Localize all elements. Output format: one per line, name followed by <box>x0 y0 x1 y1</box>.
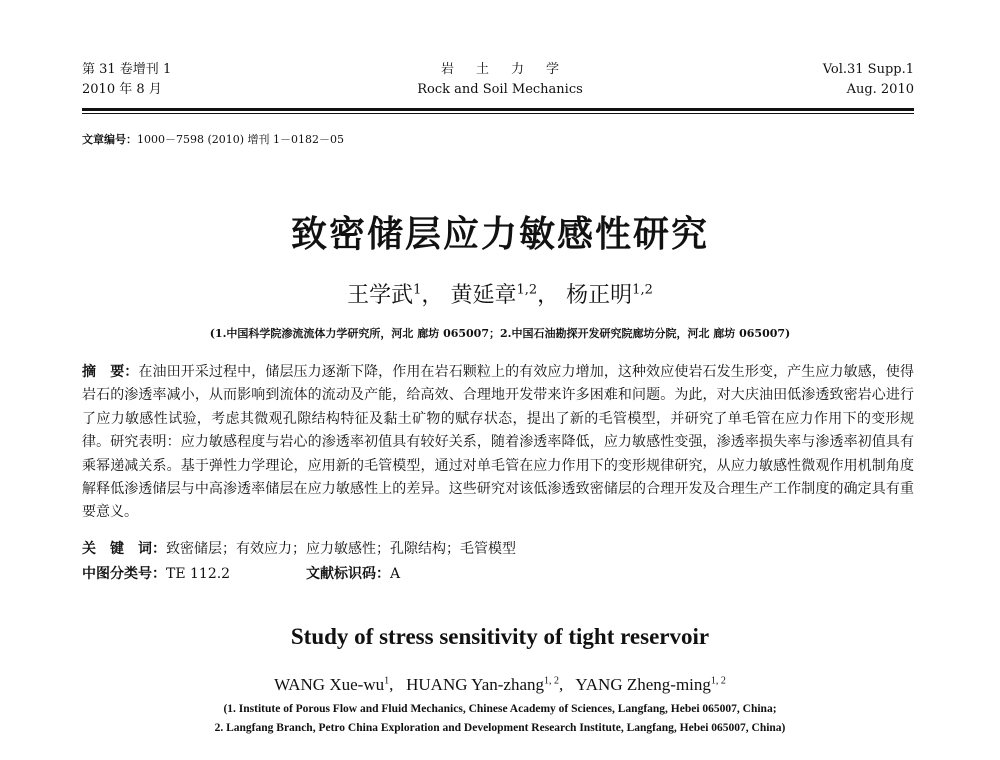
keywords-cn <box>82 538 516 558</box>
article-number <box>82 131 344 147</box>
affiliation-en-line2: 2. Langfang Branch, Petro China Exploration and Development Research Institute, Langfang, Hebei 065007, China) <box>214 722 786 734</box>
abstract-text: 在油田开采过程中，储层压力逐渐下降，作用在岩石颗粒上的有效应力增加，这种效应使岩石发生形变，产生应力敏感，使得岩石的渗透率减小，从而影响到流体的流动及产能，给高效、合理地开发带来许多困难和问题。为此，对大庆油田低渗透致密岩心进行了应力敏感性试验，考虑其微观孔隙结构特征及黏土矿物的赋存状态，提出了新的毛管模型，并研究了单毛管在应力作用下的变形规律。研究表明：应力敏感程度与岩心的渗透率初值具有较好关系，随着渗透率降低，应力敏感性变强，渗透率损失率与渗透率初值具有乘幂递减关系。基于弹性力学理论，应用新的毛管模型，通过对单毛管在应力作用下的变形规律研究，从应力敏感性微观作用机制角度解释低渗透储层与中高渗透率储层在应力敏感性上的差异。这些研究对该低渗透致密储层的合理开发及合理生产工作制度的确定具有重要意义。 <box>82 364 915 521</box>
abstract-cn <box>82 361 914 525</box>
document-code-label: 文献标识码： <box>306 566 390 582</box>
author-separator: , <box>389 675 407 694</box>
authors-en <box>0 675 1000 695</box>
header-volume-cn: 第 31 卷增刊 1 <box>82 62 172 77</box>
article-number-value: 1000－7598 (2010) 增刊 1－0182－05 <box>137 133 345 146</box>
journal-name-en: Rock and Soil Mechanics <box>417 82 583 97</box>
header-rule-thick <box>82 108 914 111</box>
author-cn-name: 王学武 <box>347 283 414 308</box>
header-date-cn: 2010 年 8 月 <box>82 82 162 97</box>
header-rule-thin <box>82 113 914 114</box>
author-en-affiliation: 1 <box>384 675 390 687</box>
authors-cn <box>0 278 1000 309</box>
title-en: Study of stress sensitivity of tight reservoir <box>290 624 710 649</box>
author-cn-name: 杨正明 <box>566 283 633 308</box>
clc-number <box>82 563 230 583</box>
header-volume-en: Vol.31 Supp.1 <box>822 62 914 77</box>
author-separator: , <box>559 675 576 694</box>
clc-value: TE 112.2 <box>166 566 231 582</box>
author-en-affiliation: 1, 2 <box>544 675 559 687</box>
author-en-name: HUANG Yan-zhang <box>406 675 544 694</box>
clc-label: 中图分类号： <box>82 566 166 582</box>
affiliation-en-line1: (1. Institute of Porous Flow and Fluid Mechanics, Chinese Academy of Sciences, Langfang, Hebei 065007, China; <box>223 703 777 715</box>
author-en-affiliation: 1, 2 <box>710 675 726 687</box>
author-cn-affiliation: 1,2 <box>516 282 538 298</box>
abstract-label: 摘 要： <box>82 364 139 380</box>
author-separator: ， <box>421 283 444 308</box>
header-right <box>823 60 914 100</box>
document-code <box>306 563 400 583</box>
journal-name-cn: 岩土力学 <box>440 62 581 77</box>
header-date-en: Aug. 2010 <box>846 82 914 97</box>
author-cn-affiliation: 1,2 <box>632 282 653 298</box>
keywords-label: 关 键 词： <box>82 541 166 557</box>
article-number-label: 文章编号： <box>82 133 137 146</box>
author-en-name: YANG Zheng-ming <box>575 675 711 694</box>
document-code-value: A <box>390 566 401 582</box>
author-cn-name: 黄延章 <box>450 283 517 308</box>
author-en-name: WANG Xue-wu <box>274 675 385 694</box>
title-cn: 致密储层应力敏感性研究 <box>290 214 709 255</box>
affiliation-cn: (1.中国科学院渗流流体力学研究所，河北 廊坊 065007；2.中国石油勘探开发研究院廊坊分院，河北 廊坊 065007) <box>209 327 791 340</box>
author-cn-affiliation: 1 <box>413 282 422 298</box>
keywords-text: 致密储层；有效应力；应力敏感性；孔隙结构；毛管模型 <box>166 541 516 557</box>
author-separator: ， <box>537 283 560 308</box>
